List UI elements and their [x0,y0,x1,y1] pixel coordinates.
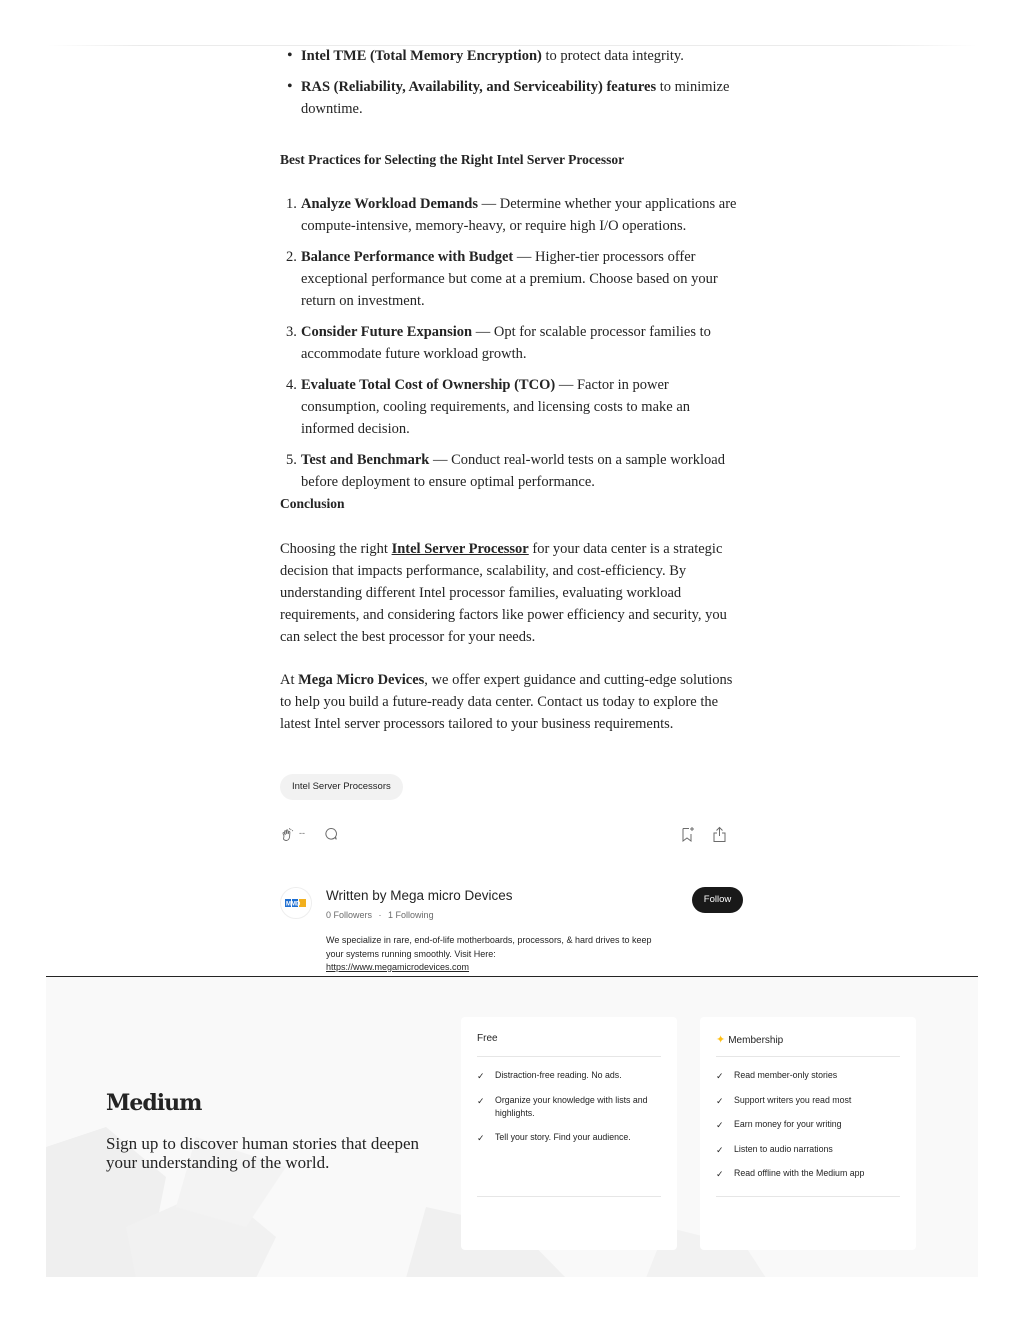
author-website-link[interactable]: https://www.megamicrodevices.com [326,962,470,972]
clap-icon[interactable] [280,827,296,843]
check-icon: ✓ [716,1169,724,1179]
practice-item: 3. Consider Future Expansion — Opt for scalable processor families to accommodate future workload growth. [286,324,711,362]
membership-feature-item: ✓ Listen to audio narrations [716,1143,833,1155]
check-icon: ✓ [477,1133,485,1143]
free-plan-features [477,1069,661,1156]
membership-feature-item: ✓ Support writers you read most [716,1094,852,1106]
feature-bullet-list [280,45,744,129]
signup-footer [46,976,978,1277]
check-icon: ✓ [477,1071,485,1081]
check-icon: ✓ [716,1144,724,1155]
author-name[interactable]: Written by Mega micro Devices [326,888,513,903]
closing-paragraph: At Mega Micro Devices, we offer expert guidance and cutting-edge solutions to help you build a future-ready data center. Contact us today to explore the latest Intel server processors tailored to your business requirements. [280,672,733,732]
check-icon: ✓ [716,1071,724,1081]
membership-feature-item: ✓ Read member-only stories [716,1070,838,1081]
free-plan-card[interactable] [461,1017,677,1250]
author-avatar[interactable] [280,887,312,919]
clap-count: -- [299,828,305,838]
topic-tag[interactable]: Intel Server Processors [280,774,403,800]
comment-icon[interactable] [324,827,338,841]
bullet-item: • Intel TME (Total Memory Encryption) to protect data integrity. [280,45,744,67]
signup-tagline: Sign up to discover human stories that deepen your understanding of the world. [106,1134,420,1172]
free-feature-item: ✓ Organize your knowledge with lists and highlights. [477,1094,648,1118]
author-bio: We specialize in rare, end-of-life motherboards, processors, & hard drives to keep your systems running smoothly. Visit Here: https://www.megamicrodevices.com [326,934,656,975]
membership-feature-item: ✓ Earn money for your writing [716,1119,842,1130]
star-icon: ✦ [716,1034,726,1046]
practice-item: 2. Balance Performance with Budget — Higher-tier processors offer exceptional performance but come at a premium. Choose based on your return on investment. [286,249,718,309]
followers-count[interactable]: 0 Followers [326,910,373,920]
following-count[interactable]: 1 Following [388,910,434,920]
share-icon[interactable] [712,826,727,843]
free-feature-item: ✓ Tell your story. Find your audience. [477,1132,631,1143]
mmd-logo-icon [285,898,307,908]
practice-item: 1. Analyze Workload Demands — Determine whether your applications are compute-intensive, memory-heavy, or require high I/O operations. [286,196,737,234]
free-plan-title: Free [477,1033,498,1044]
medium-logo[interactable]: Medium [106,1090,202,1116]
check-icon: ✓ [716,1120,724,1130]
intel-server-processor-link[interactable]: Intel Server Processor [391,541,529,557]
free-feature-item: ✓ Distraction-free reading. No ads. [477,1070,622,1081]
author-stats: 0 Followers · 1 Following [326,910,434,920]
membership-plan-features [716,1069,900,1192]
bullet-item: • RAS (Reliability, Availability, and Serviceability) features to minimize downtime. [280,76,744,120]
author-card [280,884,744,976]
practice-item: 4. Evaluate Total Cost of Ownership (TCO) — Factor in power consumption, cooling requirements, and licensing costs to make an informed decision. [286,377,691,437]
bookmark-add-icon[interactable] [681,826,695,843]
svg-text:MMD: MMD [286,901,301,908]
conclusion-heading: Conclusion [280,496,345,511]
best-practices-heading: Best Practices for Selecting the Right Intel Server Processor [280,152,625,167]
best-practices-list [280,193,744,502]
article-actions-bar [280,824,740,846]
membership-plan-title: ✦ Membership [716,1034,784,1046]
membership-plan-card[interactable] [700,1017,916,1250]
check-icon: ✓ [477,1095,485,1106]
practice-item: 5. Test and Benchmark — Conduct real-world tests on a sample workload before deployment to ensure optimal performance. [286,452,725,490]
check-icon: ✓ [716,1095,724,1106]
follow-button[interactable]: Follow [692,887,743,913]
conclusion-paragraph: Choosing the right Intel Server Processor for your data center is a strategic decision that impacts performance, scalability, and cost-efficiency. By understanding different Intel processor families, evaluating workload requirements, and considering factors like power efficiency and security, you can select the best processor for your needs. [280,541,727,645]
membership-feature-item: ✓ Read offline with the Medium app [716,1168,865,1179]
